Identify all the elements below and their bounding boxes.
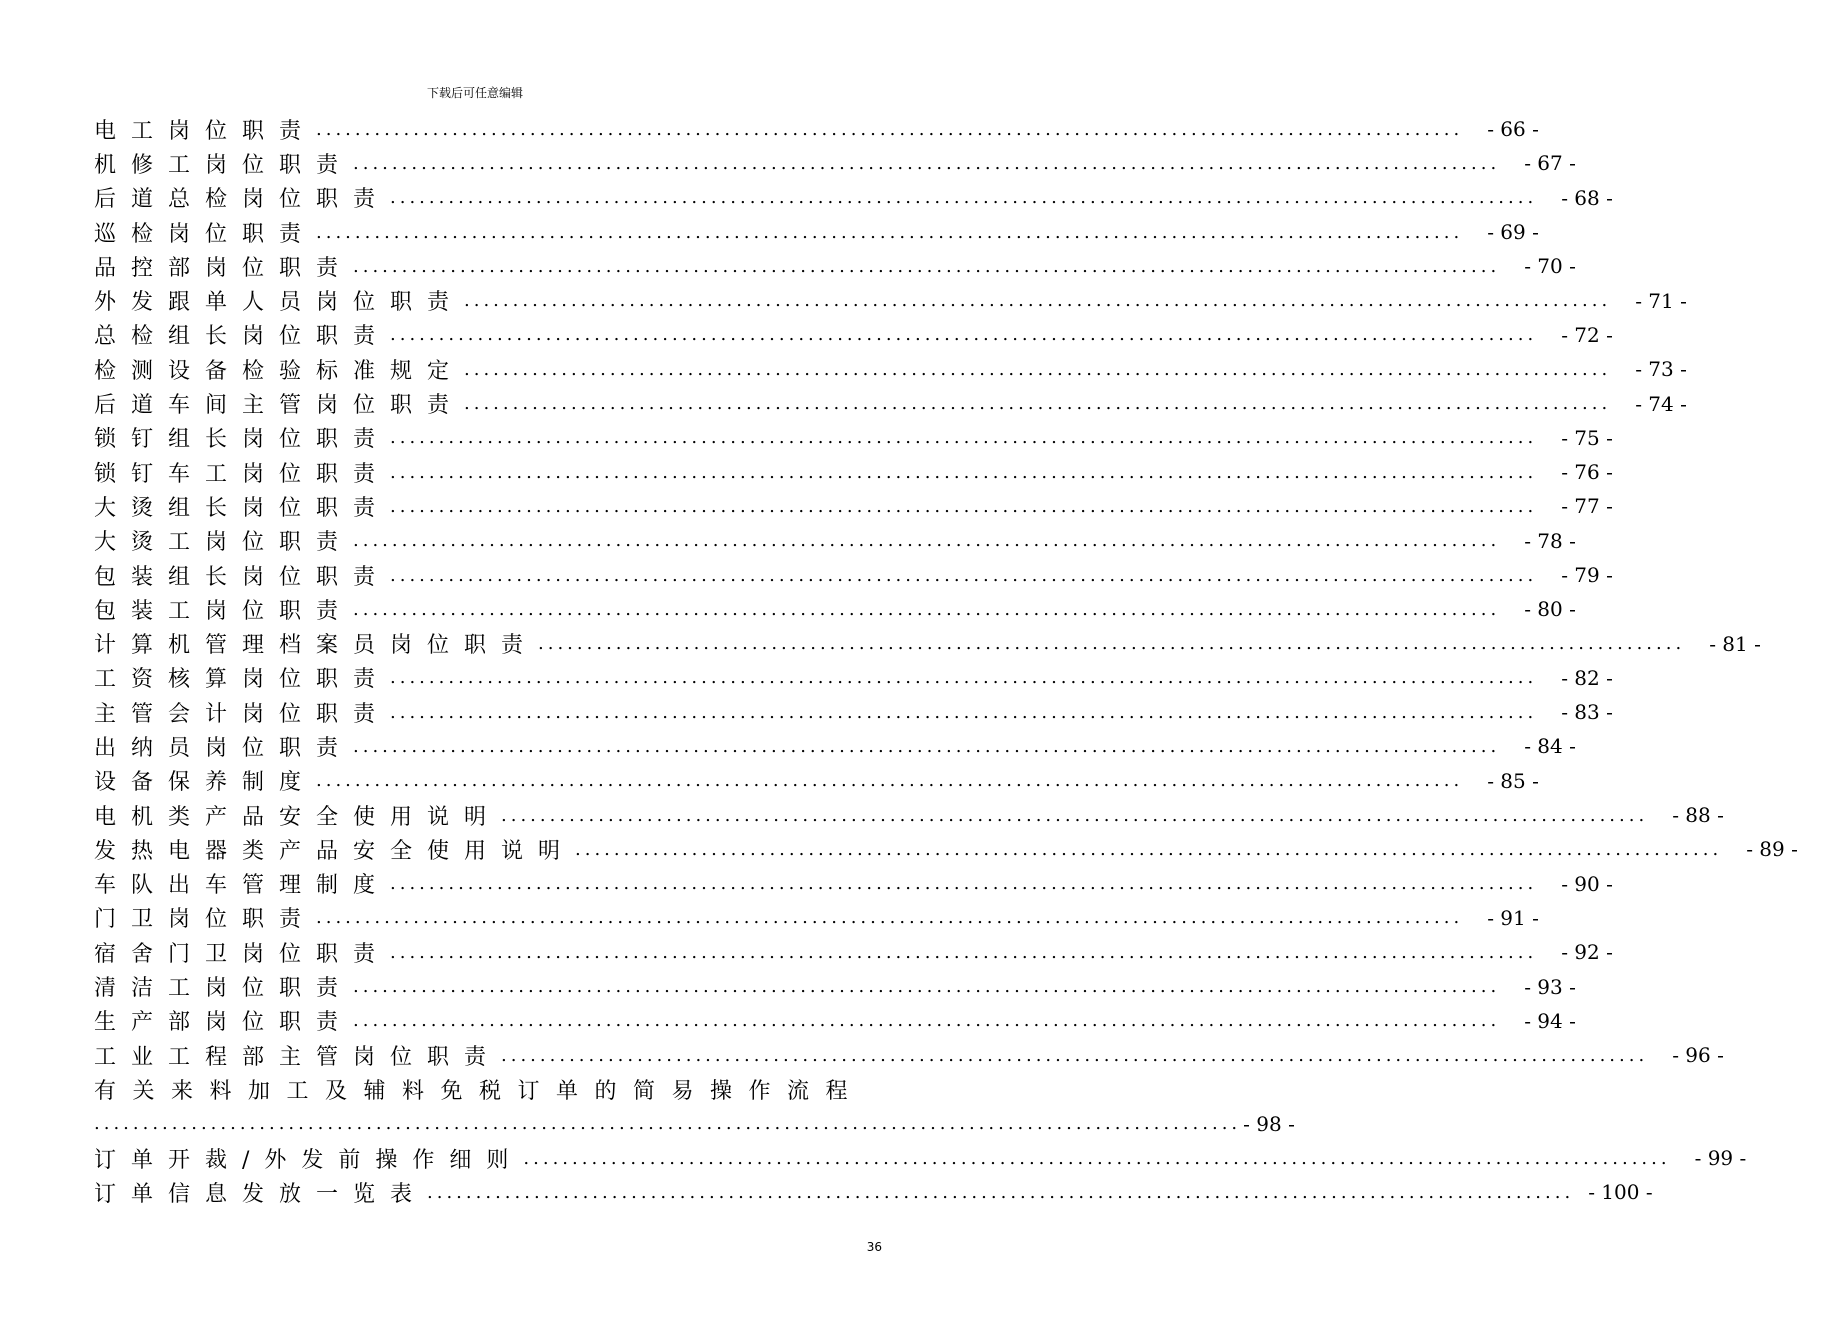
toc-entry[interactable] [94,112,1539,146]
dot-leader: ...................................................................................................................... [390,701,1538,723]
toc-entry-title: 锁钉组长岗位职责 [94,427,391,453]
toc-entry[interactable] [94,352,1687,386]
toc-entry-page: - 77 - [1561,494,1613,519]
toc-entry-title: 大烫工岗位职责 [94,530,354,556]
toc-entry-title: 电工岗位职责 [94,118,317,144]
toc-entry[interactable] [94,489,1613,523]
toc-entry-page: - 68 - [1561,185,1613,210]
toc-main-entries [94,112,1798,1072]
toc-entry[interactable] [94,935,1613,969]
toc-entry-long[interactable] [94,1072,874,1106]
dot-leader: ...................................................................................................................... [353,1010,1501,1032]
toc-entry[interactable] [94,1004,1576,1038]
dot-leader: ...................................................................................................................... [390,495,1538,517]
dot-leader: ...................................................................................................................... [94,1113,1242,1135]
toc-entry[interactable] [94,1141,1747,1175]
toc-entry-title: 设备保养制度 [94,770,317,796]
toc-entry-page: - 67 - [1524,151,1576,176]
toc-entry-title: 后道总检岗位职责 [94,187,391,213]
dot-leader: ...................................................................................................................... [353,530,1501,552]
dot-leader: ...................................................................................................................... [501,1044,1649,1066]
toc-entry-page: - 90 - [1561,871,1613,896]
toc-entry-page: - 83 - [1561,700,1613,725]
dot-leader: ...................................................................................................................... [316,770,1464,792]
page-header: 下载后可任意编辑 [426,86,523,100]
dot-leader: ...................................................................................................................... [390,941,1538,963]
toc-entry[interactable] [94,283,1687,317]
toc-entry-page: - 66 - [1487,117,1539,142]
dot-leader: ...................................................................................................................... [523,1147,1671,1169]
toc-entry-title: 检测设备检验标准规定 [94,358,465,384]
toc-entry[interactable] [94,764,1539,798]
toc-entry-page: - 89 - [1746,837,1798,862]
toc-entry[interactable] [94,455,1613,489]
toc-entry-title: 车队出车管理制度 [94,873,391,899]
toc-entry-title: 包装组长岗位职责 [94,564,391,590]
toc-entry-title: 有关来料加工及辅料免税订单的简易操作流程 [94,1078,865,1104]
dot-leader: ...................................................................................................................... [316,221,1464,243]
toc-entry-page: - 82 - [1561,665,1613,690]
dot-leader: ...................................................................................................................... [390,667,1538,689]
dot-leader: ...................................................................................................................... [390,324,1538,346]
dot-leader: ...................................................................................................................... [427,1181,1575,1203]
toc-entry-title: 门卫岗位职责 [94,907,317,933]
toc-entry-page: - 88 - [1672,803,1724,828]
toc-entry-page: - 75 - [1561,425,1613,450]
toc-entry-page: - 94 - [1524,1008,1576,1033]
toc-entry-page: - 76 - [1561,460,1613,485]
toc-entry-title: 工资核算岗位职责 [94,667,391,693]
dot-leader: ...................................................................................................................... [316,118,1464,140]
toc-entry-page: - 78 - [1524,528,1576,553]
dot-leader: ...................................................................................................................... [353,598,1501,620]
toc-entry-page: - 70 - [1524,254,1576,279]
toc-entry-page: - 91 - [1487,905,1539,930]
toc-entry-title: 机修工岗位职责 [94,152,354,178]
toc-entry[interactable] [94,969,1576,1003]
toc-entry-title: 品控部岗位职责 [94,255,354,281]
page-number: 36 [866,1240,882,1254]
toc-entry-long-continuation[interactable] [94,1107,1295,1141]
toc-entry-title: 发热电器类产品安全使用说明 [94,838,576,864]
toc-entry-title: 生产部岗位职责 [94,1010,354,1036]
toc-entry[interactable] [94,1038,1724,1072]
toc-entry-title: 订单开裁/外发前操作细则 [94,1147,524,1173]
toc-entry[interactable] [94,146,1576,180]
toc-entry-page: - 98 - [1243,1111,1295,1136]
toc-entry-title: 电机类产品安全使用说明 [94,804,502,830]
dot-leader: ...................................................................................................................... [316,907,1464,929]
toc-entry[interactable] [94,524,1576,558]
toc-entry-page: - 93 - [1524,974,1576,999]
dot-leader: ...................................................................................................................... [353,735,1501,757]
toc-entry-title: 主管会计岗位职责 [94,701,391,727]
dot-leader: ...................................................................................................................... [464,358,1612,380]
toc-entry-title: 巡检岗位职责 [94,221,317,247]
toc-entry[interactable] [94,832,1798,866]
dot-leader: ...................................................................................................................... [464,393,1612,415]
dot-leader: ...................................................................................................................... [390,427,1538,449]
dot-leader: ...................................................................................................................... [390,564,1538,586]
dot-leader: ...................................................................................................................... [464,290,1612,312]
toc-entry-page: - 81 - [1709,631,1761,656]
toc-entry[interactable] [94,215,1539,249]
toc-entry[interactable] [94,318,1613,352]
dot-leader: ...................................................................................................................... [538,633,1686,655]
toc-entry-title: 出纳员岗位职责 [94,735,354,761]
toc-entry[interactable] [94,901,1539,935]
dot-leader: ...................................................................................................................... [353,255,1501,277]
toc-entry-page: - 73 - [1635,357,1687,382]
toc-entry-title: 包装工岗位职责 [94,598,354,624]
dot-leader: ...................................................................................................................... [353,152,1501,174]
toc-entry[interactable] [94,421,1613,455]
toc-entry[interactable] [94,386,1687,420]
toc-entry-title: 清洁工岗位职责 [94,976,354,1002]
toc-entry-page: - 71 - [1635,288,1687,313]
toc-entry-title: 宿舍门卫岗位职责 [94,941,391,967]
toc-entry[interactable] [94,661,1613,695]
toc-entry-page: - 92 - [1561,940,1613,965]
dot-leader: ...................................................................................................................... [353,976,1501,998]
toc-entry-title: 大烫组长岗位职责 [94,495,391,521]
toc-entry-page: - 79 - [1561,563,1613,587]
toc-entry-title: 锁钉车工岗位职责 [94,461,391,487]
toc-entry-page: - 100 - [1588,1180,1653,1205]
toc-tail-entries [94,1141,1747,1210]
toc-entry[interactable] [94,1175,1653,1209]
toc-entry-title: 后道车间主管岗位职责 [94,393,465,419]
toc-entry-page: - 69 - [1487,220,1539,245]
toc-entry-title: 工业工程部主管岗位职责 [94,1044,502,1070]
toc-entry[interactable] [94,867,1613,901]
toc-entry-title: 订单信息发放一览表 [94,1181,428,1207]
toc-entry-title: 计算机管理档案员岗位职责 [94,633,539,659]
toc-entry-page: - 96 - [1672,1043,1724,1068]
toc-entry-page: - 74 - [1635,391,1687,416]
toc-entry[interactable] [94,181,1613,215]
dot-leader: ...................................................................................................................... [390,187,1538,209]
dot-leader: ...................................................................................................................... [390,461,1538,483]
dot-leader: ...................................................................................................................... [501,804,1649,826]
toc-entry[interactable] [94,626,1761,660]
dot-leader: ...................................................................................................................... [390,873,1538,895]
toc-entry[interactable] [94,249,1576,283]
toc-entry[interactable] [94,695,1613,729]
toc-entry-page: - 80 - [1524,597,1576,622]
toc-entry-page: - 85 - [1487,768,1539,793]
toc-entry[interactable] [94,558,1613,592]
dot-leader: ...................................................................................................................... [575,838,1723,860]
toc-entry-title: 总检组长岗位职责 [94,324,391,350]
toc-entry-page: - 72 - [1561,322,1613,347]
toc-entry-page: - 84 - [1524,734,1576,759]
table-of-contents [94,112,1798,1210]
toc-entry-title: 外发跟单人员岗位职责 [94,290,465,316]
toc-entry-page: - 99 - [1694,1146,1747,1171]
toc-entry[interactable] [94,592,1576,626]
toc-entry[interactable] [94,798,1724,832]
toc-entry[interactable] [94,729,1576,763]
